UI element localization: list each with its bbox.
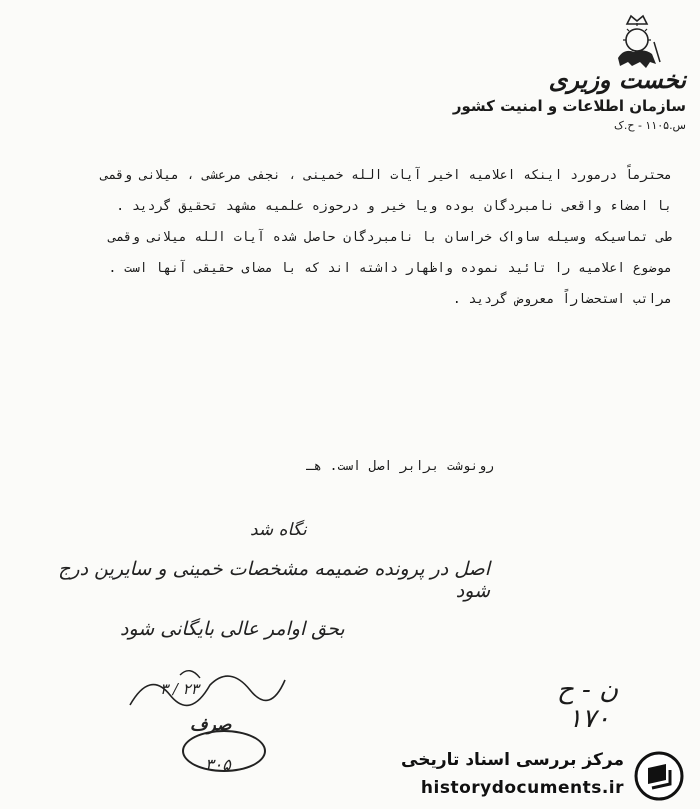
body-line: موضوع اعلامیه را تائید نموده واظهار داشته اند که با مضای حقیقی آنها است . [108,261,672,276]
handwritten-note: اصل در پرونده ضمیمه مشخصات خمینی و سایرین درج شود [58,558,490,602]
watermark-title: مرکز بررسی اسناد تاریخی [401,750,624,770]
copy-certification: رونوشت برابر اصل است. هـ [306,459,494,474]
handwritten-note: صرف [190,715,232,735]
handwritten-number: ۳۰۵ [205,755,231,774]
lion-and-sun-emblem-icon [610,12,664,72]
watermark-url: historydocuments.ir [420,778,624,798]
letterhead-title: نخست وزیری [548,66,686,94]
handwritten-note: نگاه شد [250,520,307,540]
body-line: طی تماسیکه وسیله ساواک خراسان با نامبردگان حاصل شده آیات الله میلانی وقمی [108,230,672,245]
signature-scribble [120,660,290,720]
letterhead [453,66,686,134]
body-line: محترماً درمورد اینکه اعلامیه اخیر آیات الله خمینی ، نجفی مرعشی ، میلانی وقمی [100,168,672,183]
body-line: با امضاء واقعی نامبردگان بوده ویا خیر و درحوزه علمیه مشهد تحقیق گردید . [116,199,672,214]
handwritten-note: بحق اوامر عالی بایگانی شود [120,618,345,640]
body-line: مراتب استحضاراً معروض گردید . [452,292,672,307]
letterhead-ref: س.۱۱۰۵ - ح.ک [614,119,686,132]
handwritten-date: ۲۳ / ۳ [160,680,199,698]
letterhead-org: سازمان اطلاعات و امنیت کشور [452,97,686,115]
archive-mark: ن - ح [557,675,619,705]
archive-watermark [390,746,690,806]
archive-number: ۱۷۰ [568,704,610,734]
letter-body [32,160,672,315]
archive-logo-icon [632,750,686,802]
